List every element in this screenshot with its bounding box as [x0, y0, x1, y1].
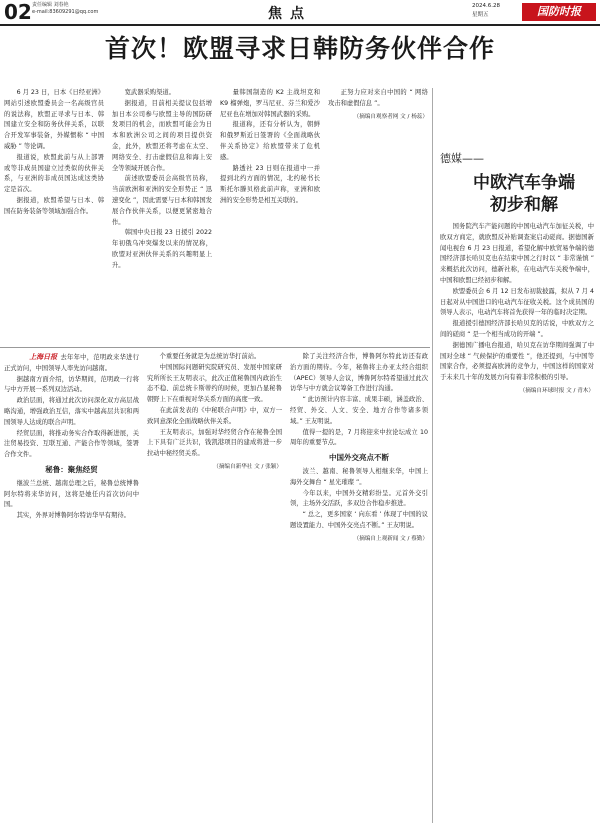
paragraph: 6 月 23 日，日本《日经亚洲》网站引述欧盟委员会一名高级官员的说法称，欧盟正寻求与日本、韩国建立安全和防务伙伴关系，以联合开发军事装备，外媒惯称 “ 中国威胁 ” 等论调。: [4, 89, 104, 150]
source-logo: 上海日报: [29, 353, 58, 361]
weekday-text: 星期五: [472, 12, 489, 18]
left-article-col2: [147, 352, 282, 824]
paragraph: 除了关注经济合作，博鲁阿尔特此访还有政治方面的期待。今年，秘鲁将主办亚太经合组织（APEC）领导人会议，博鲁阿尔特希望通过此次访华与中方就会议筹备工作进行沟通。: [290, 353, 428, 393]
paragraph: 中国国际问题研究院研究员、发展中国家研究所所长王友明表示，此次正值秘鲁国内政治生态不稳、前总统卡斯蒂约的时候，更加凸显秘鲁朝野上下在重视对华关系方面的高度一致。: [147, 363, 282, 404]
main-headline: 首次！欧盟寻求日韩防务伙伴合作: [104, 34, 495, 63]
paragraph: 报道援引德国经济部长哈贝克的话说，中欧双方之间的磋商 “ 是一个相当成功的开端 ”。: [440, 320, 594, 338]
paragraph: 报道称，还有分析认为，朝鲜和俄罗斯近日签署的《全面战略伙伴关系协定》给欧盟带来了危机感。: [220, 121, 320, 161]
paragraph: 王友明表示，加强对华经贸合作在秘鲁全国上下具有广泛共识，钱凯港项目的建成将进一步拉动中秘经贸关系。: [147, 428, 282, 458]
paragraph: 报道说，欧盟此前与从上部署或等非成员国建立过类似的伙伴关系，与亚洲的非成员国达成这类协定是首次。: [4, 153, 104, 194]
paragraph: 宽武器采购渠道。: [124, 89, 175, 96]
paragraph: 政治层面，将通过此次访问深化双方高层战略沟通，增强政治互信，落实中越高层共识和两国领导人达成的联合声明。: [4, 397, 139, 426]
editor-email: e-mail:83609291@qq.com: [32, 9, 99, 15]
page-header: [0, 0, 600, 26]
main-article-col3: [220, 88, 320, 344]
paragraph: 继波兰总统、越南总理之后，秘鲁总统博鲁阿尔特将来华访问，这将是她任内首次访问中国。: [4, 479, 139, 509]
byline: （摘编自上观新闻 文 / 蔡勤）: [353, 535, 428, 542]
left-article-col1: [4, 352, 139, 824]
paragraph: 其实，外界对博鲁阿尔特访华早有期待。: [16, 512, 130, 520]
paragraph: 韩国中央日报 23 日援引 2022 年初俄乌冲突爆发以来的情况称，欧盟对亚洲伙伴关系的兴趣明显上升。: [112, 229, 212, 269]
side-article-body: [440, 222, 594, 824]
left-article-col3: [290, 352, 428, 824]
paragraph: 路透社 23 日则在报道中一并提到北约方面的情况，北约秘书长斯托尔滕贝格此前声称，亚洲和欧洲的安全形势是相互关联的。: [220, 164, 320, 204]
paragraph: 值得一提的是，7 月将迎来中拉论坛成立 10 周年的重要节点。: [290, 428, 428, 447]
paragraph: 据报道，目前相关提议包括增加日本公司参与欧盟主导的国防研发项目的机会，而欧盟可能会为日本和欧洲公司之间的项目提供资金，此外，欧盟还将考虑在太空、网络安全、打击虚假信息和海上安全等领域开展合作。: [112, 99, 212, 172]
byline: （摘编自环球时报 文 / 青木）: [519, 387, 594, 394]
side-headline: [448, 172, 600, 216]
masthead-logo: 国防时报: [522, 3, 596, 21]
paragraph: 国务院汽车产能问题的中国电动汽车加征关税，中欧双方商定，就欧盟反补贴调查案启动磋商。据德国新闻电视台 6 月 23 日报道，希望化解中欧贸易争端的德国经济部长哈贝克也在结束中国之行时以 “ 非常谨慎 ” 来概括此次访问，德新社称，在电动汽车关税争端中，中国和欧盟已经初步和解。: [440, 223, 594, 284]
main-article-col1: [4, 88, 104, 344]
paragraph: 今年以来，中国外交精彩纷呈。元首外交引领，主场外交活跃，多双边合作稳步推进。: [290, 489, 428, 508]
side-headline-line1: 中欧汽车争端: [473, 173, 575, 193]
byline: （摘编自观察者网 文 / 杨蕊）: [353, 113, 428, 120]
issue-date: [472, 2, 500, 20]
paragraph: 前述欧盟委员会高级官员称，当前欧洲和亚洲的安全形势正 “ 迅速变化 ”，因此需要与日本和韩国发展合作伙伴关系，以便更紧密地合作。: [112, 175, 212, 226]
date-text: 2024.6.28: [472, 3, 500, 9]
editor-name: 责任编辑 刘春艳: [32, 2, 69, 8]
editor-info: [32, 2, 98, 16]
divider: [432, 88, 433, 823]
paragraph: “ 此访预计内容丰富、成果丰硕，涵盖政治、经贸、外交、人文、安全、地方合作等诸多领域。” 王友明说。: [290, 396, 428, 425]
section-title: 焦点: [268, 6, 312, 22]
paragraph: 正努力应对来自中国的 “ 网络攻击和虚假信息 ”。: [328, 89, 428, 107]
paragraph: 欧盟委员会 6 月 12 日发布初裁披露，拟从 7 月 4 日起对从中国进口的电动汽车征收关税。这个成员国的领导人表示，电动汽车将首先获得一年的临时决定期。: [440, 287, 594, 317]
paragraph: 波兰、越南、秘鲁领导人相继来华，中国上海外交舞台 “ 星光璀璨 ”。: [290, 467, 428, 486]
paragraph: 在此前发表的《中秘联合声明》中，双方一致同意深化全面战略伙伴关系。: [147, 406, 282, 425]
paragraph: 量韩国制造的 K2 主战坦克和 K9 榴弹炮，罗马尼亚、芬兰和爱沙尼亚也在增加对韩国武器的采购。: [220, 89, 320, 118]
paragraph: 据报道，欧盟希望与日本、韩国在防务装备等领域加强合作。: [4, 196, 104, 215]
subheading: 秘鲁：聚焦经贸: [45, 464, 98, 474]
byline: （摘编自新华社 文 / 张颖）: [213, 463, 282, 470]
paragraph: [4, 352, 139, 375]
paragraph: 个重要任务就是为总统访华打前站。: [159, 353, 261, 360]
main-article-col4: [328, 88, 428, 344]
page-number: 02: [4, 0, 32, 24]
side-headline-line2: 初步和解: [490, 195, 558, 215]
main-article-col2: [112, 88, 212, 344]
paragraph-text: 去年年中，范明政来华进行正式访问，中国领导人率先访问越南。: [4, 354, 139, 372]
side-kicker: 德媒——: [440, 152, 484, 165]
subheading: 中国外交亮点不断: [329, 453, 389, 463]
divider: [0, 347, 430, 348]
paragraph: 经贸层面，将推动务实合作取得新进展，关注贸易投资、互联互通、产能合作等领域，签署合作文件。: [4, 429, 139, 459]
paragraph: “ 总之，更多国家 ‘ 向东看 ’ 体现了中国的议题设置能力、中国外交亮点不断。” 王友明说。: [290, 511, 428, 529]
paragraph: 据越南方面介绍，访华期间，范明政一行将与中方开展一系列双边活动。: [4, 375, 139, 394]
paragraph: 据德国广播电台报道，哈贝克在访华期间强调了中国对全球 “ 气候保护的重要性 ”，他还提到，与中国等国家合作，必须提高欧洲的竞争力，中国这样的国家对于未来几十年的发展方向有着非常积极的引导。: [440, 341, 594, 382]
